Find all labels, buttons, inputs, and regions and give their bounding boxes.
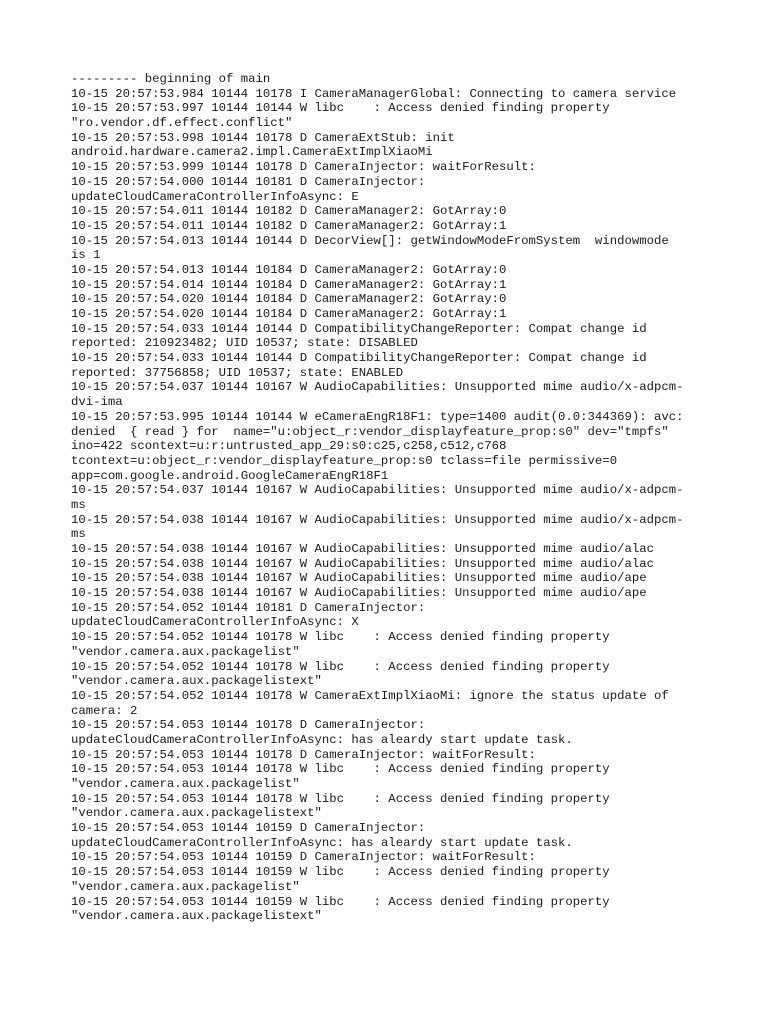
- log-line: "vendor.camera.aux.packagelist": [71, 879, 300, 894]
- log-line: 10-15 20:57:53.998 10144 10178 D CameraExtStub: init: [71, 130, 455, 145]
- log-line: updateCloudCameraControllerInfoAsync: X: [71, 615, 359, 630]
- log-line: denied { read } for name="u:object_r:vendor_displayfeature_prop:s0" dev="tmpfs": [71, 424, 669, 439]
- log-line: 10-15 20:57:54.052 10144 10181 D CameraInjector:: [71, 600, 426, 615]
- log-line: 10-15 20:57:54.000 10144 10181 D CameraInjector:: [71, 174, 426, 189]
- log-line: 10-15 20:57:54.011 10144 10182 D CameraManager2: GotArray:1: [71, 218, 507, 233]
- log-line: 10-15 20:57:54.038 10144 10167 W AudioCapabilities: Unsupported mime audio/alac: [71, 542, 654, 556]
- log-line: android.hardware.camera2.impl.CameraExtImplXiaoMi: [71, 145, 433, 160]
- log-line: updateCloudCameraControllerInfoAsync: has aleardy start update task.: [71, 732, 573, 747]
- log-line: ms: [71, 527, 86, 542]
- log-line: 10-15 20:57:54.038 10144 10167 W AudioCapabilities: Unsupported mime audio/x-adpcm-: [71, 512, 684, 527]
- log-line: 10-15 20:57:54.020 10144 10184 D CameraManager2: GotArray:1: [71, 307, 507, 321]
- log-line: 10-15 20:57:54.053 10144 10178 D CameraInjector: waitForResult:: [71, 747, 536, 762]
- log-line: reported: 37756858; UID 10537; state: ENABLED: [71, 365, 404, 380]
- log-line: 10-15 20:57:54.033 10144 10144 D CompatibilityChangeReporter: Compat change id: [71, 321, 647, 336]
- log-line: 10-15 20:57:53.984 10144 10178 I CameraManagerGlobal: Connecting to camera service: [71, 86, 677, 101]
- log-line: reported: 210923482; UID 10537; state: DISABLED: [71, 336, 418, 351]
- log-line: 10-15 20:57:54.038 10144 10167 W AudioCapabilities: Unsupported mime audio/alac: [71, 556, 654, 571]
- log-line: 10-15 20:57:54.038 10144 10167 W AudioCapabilities: Unsupported mime audio/ape: [71, 571, 647, 586]
- log-line: updateCloudCameraControllerInfoAsync: has aleardy start update task.: [71, 835, 573, 850]
- log-line: app=com.google.android.GoogleCameraEngR18F1: [71, 468, 389, 483]
- log-line: 10-15 20:57:54.053 10144 10159 D CameraInjector: waitForResult:: [71, 850, 536, 865]
- log-line: 10-15 20:57:54.037 10144 10167 W AudioCapabilities: Unsupported mime audio/x-adpcm-: [71, 483, 684, 498]
- log-line: "vendor.camera.aux.packagelist": [71, 777, 300, 791]
- log-line: "vendor.camera.aux.packagelistext": [71, 674, 322, 689]
- log-line: 10-15 20:57:54.052 10144 10178 W libc : Access denied finding property: [71, 630, 610, 645]
- log-line: dvi-ima: [71, 395, 123, 410]
- log-line: "ro.vendor.df.effect.conflict": [71, 116, 293, 131]
- log-line: 10-15 20:57:54.053 10144 10159 W libc : Access denied finding property: [71, 894, 610, 909]
- log-line: --------- beginning of main: [71, 72, 271, 86]
- log-line: "vendor.camera.aux.packagelistext": [71, 806, 322, 821]
- log-line: tcontext=u:object_r:vendor_displayfeature_prop:s0 tclass=file permissive=0: [71, 453, 618, 468]
- log-line: 10-15 20:57:54.038 10144 10167 W AudioCapabilities: Unsupported mime audio/ape: [71, 586, 647, 601]
- log-line: 10-15 20:57:54.053 10144 10178 W libc : Access denied finding property: [71, 791, 610, 806]
- log-line: 10-15 20:57:53.995 10144 10144 W eCameraEngR18F1: type=1400 audit(0.0:344369): avc:: [71, 409, 684, 424]
- log-line: 10-15 20:57:54.053 10144 10159 D CameraInjector:: [71, 821, 426, 836]
- log-line: 10-15 20:57:54.033 10144 10144 D CompatibilityChangeReporter: Compat change id: [71, 351, 647, 366]
- log-line: 10-15 20:57:54.011 10144 10182 D CameraManager2: GotArray:0: [71, 204, 507, 219]
- log-line: updateCloudCameraControllerInfoAsync: E: [71, 189, 359, 204]
- log-line: "vendor.camera.aux.packagelistext": [71, 909, 322, 924]
- log-line: ms: [71, 497, 86, 512]
- log-line: 10-15 20:57:54.052 10144 10178 W libc : Access denied finding property: [71, 659, 610, 674]
- log-line: ino=422 scontext=u:r:untrusted_app_29:s0:c25,c258,c512,c768: [71, 439, 507, 454]
- log-line: 10-15 20:57:54.052 10144 10178 W CameraExtImplXiaoMi: ignore the status update of: [71, 688, 669, 703]
- log-line: 10-15 20:57:54.053 10144 10159 W libc : Access denied finding property: [71, 865, 610, 880]
- log-line: 10-15 20:57:54.053 10144 10178 W libc : Access denied finding property: [71, 762, 610, 777]
- log-line: 10-15 20:57:53.997 10144 10144 W libc : Access denied finding property: [71, 101, 610, 116]
- log-line: 10-15 20:57:54.013 10144 10184 D CameraManager2: GotArray:0: [71, 262, 507, 277]
- log-line: is 1: [71, 248, 101, 263]
- log-line: "vendor.camera.aux.packagelist": [71, 644, 300, 659]
- log-line: 10-15 20:57:54.013 10144 10144 D DecorView[]: getWindowModeFromSystem windowmode: [71, 233, 669, 248]
- log-output: [71, 72, 701, 924]
- log-line: 10-15 20:57:53.999 10144 10178 D CameraInjector: waitForResult:: [71, 160, 536, 175]
- log-line: 10-15 20:57:54.037 10144 10167 W AudioCapabilities: Unsupported mime audio/x-adpcm-: [71, 380, 684, 395]
- log-line: camera: 2: [71, 703, 138, 718]
- log-line: 10-15 20:57:54.014 10144 10184 D CameraManager2: GotArray:1: [71, 277, 507, 292]
- log-line: 10-15 20:57:54.053 10144 10178 D CameraInjector:: [71, 718, 426, 733]
- log-line: 10-15 20:57:54.020 10144 10184 D CameraManager2: GotArray:0: [71, 292, 507, 307]
